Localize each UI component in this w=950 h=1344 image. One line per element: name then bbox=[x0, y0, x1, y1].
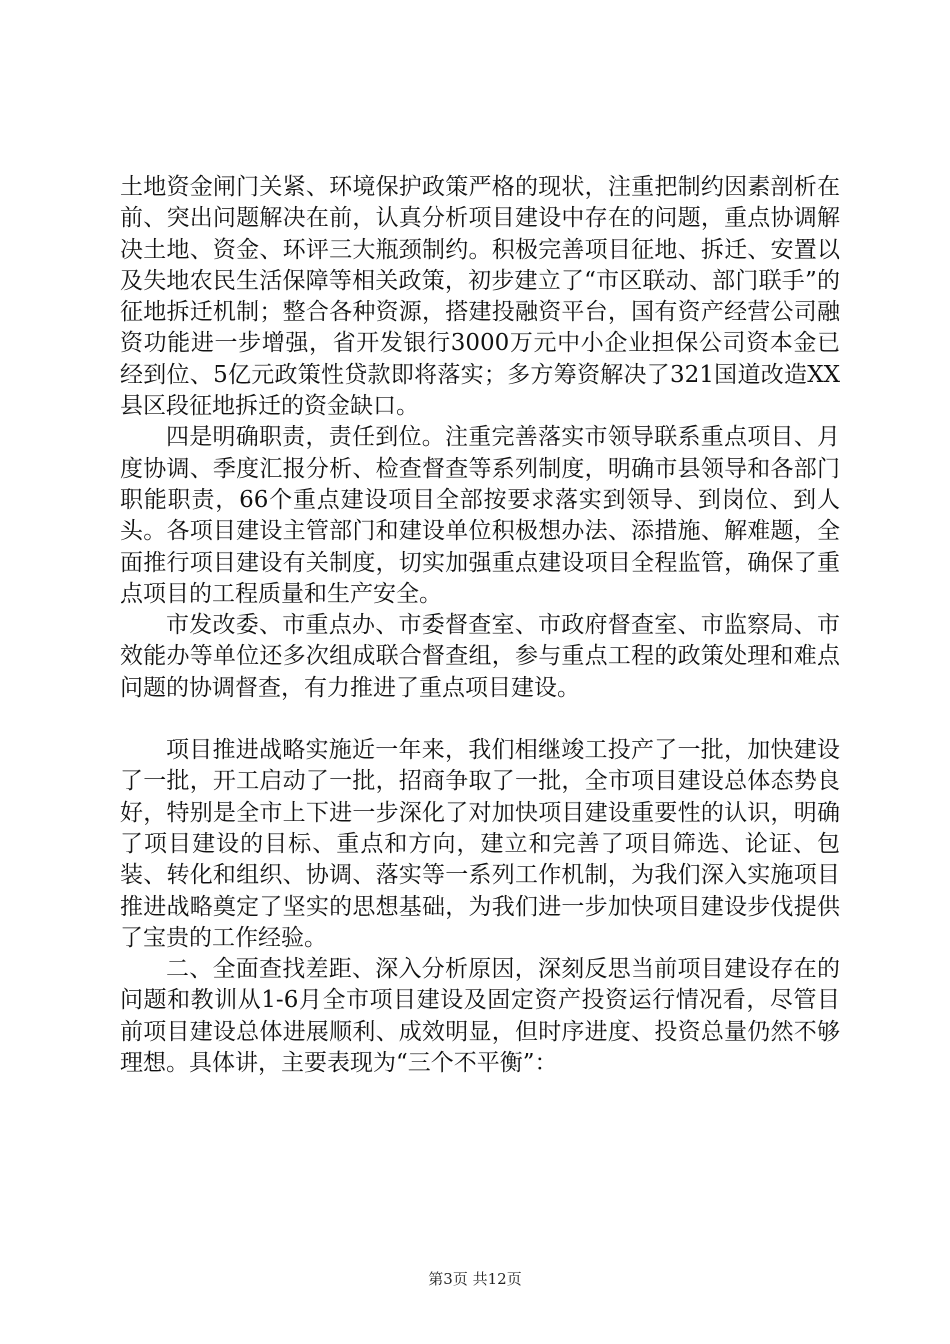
page-number: 第3页 共12页 bbox=[428, 1270, 522, 1288]
paragraph-section-two: 二、全面查找差距、深入分析原因，深刻反思当前项目建设存在的问题和教训从1-6月全市项目建设及固定资产投资运行情况看，尽管目前项目建设总体进展顺利、成效明显，但时序进度、投资总量仍然不够理想。具体讲，主要表现为“三个不平衡”： bbox=[120, 956, 840, 1077]
document-body bbox=[120, 172, 840, 1079]
paragraph-responsibility: 四是明确职责，责任到位。注重完善落实市领导联系重点项目、月度协调、季度汇报分析、检查督查等系列制度，明确市县领导和各部门职能职责，66个重点建设项目全部按要求落实到领导、到岗位、到人头。各项目建设主管部门和建设单位积极想办法、添措施、解难题，全面推行项目建设有关制度，切实加强重点建设项目全程监管，确保了重点项目的工程质量和生产安全。 bbox=[120, 424, 840, 607]
page-footer bbox=[0, 1268, 950, 1289]
paragraph-summary: 项目推进战略实施近一年来，我们相继竣工投产了一批，加快建设了一批，开工启动了一批，招商争取了一批，全市项目建设总体态势良好，特别是全市上下进一步深化了对加快项目建设重要性的认识，明确了项目建设的目标、重点和方向，建立和完善了项目筛选、论证、包装、转化和组织、协调、落实等一系列工作机制，为我们深入实施项目推进战略奠定了坚实的思想基础，为我们进一步加快项目建设步伐提供了宝贵的工作经验。 bbox=[120, 737, 840, 951]
paragraph-continued: 土地资金闸门关紧、环境保护政策严格的现状，注重把制约因素剖析在前、突出问题解决在前，认真分析项目建设中存在的问题，重点协调解决土地、资金、环评三大瓶颈制约。积极完善项目征地、拆迁、安置以及失地农民生活保障等相关政策，初步建立了“市区联动、部门联手”的征地拆迁机制；整合各种资源，搭建投融资平台，国有资产经营公司融资功能进一步增强，省开发银行3000万元中小企业担保公司资本金已经到位、5亿元政策性贷款即将落实；多方筹资解决了321国道改造XX县区段征地拆迁的资金缺口。 bbox=[120, 174, 840, 420]
paragraph-spacer bbox=[120, 704, 840, 735]
paragraph-supervision: 市发改委、市重点办、市委督查室、市政府督查室、市监察局、市效能办等单位还多次组成联合督查组，参与重点工程的政策处理和难点问题的协调督查，有力推进了重点项目建设。 bbox=[120, 612, 840, 701]
